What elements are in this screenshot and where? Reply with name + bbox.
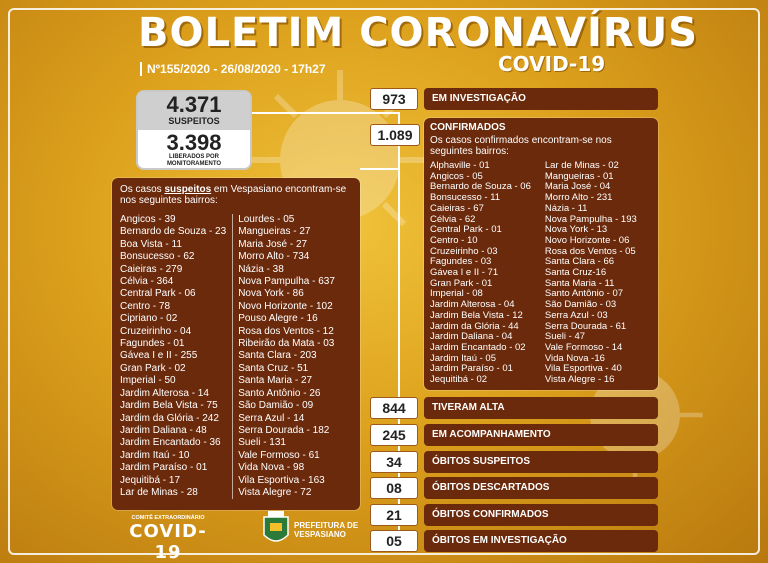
confirmed-count: 1.089 (370, 124, 420, 146)
list-item: Nova Pampulha - 637 (238, 276, 335, 288)
list-item: Vida Nova - 98 (238, 462, 305, 474)
list-item: Mangueiras - 01 (544, 170, 614, 182)
confirmed-column-2 (545, 161, 637, 386)
list-item: Central Park - 01 (430, 224, 502, 236)
prefeitura-label-2: VESPASIANO (294, 530, 346, 539)
stat-value: 05 (370, 530, 418, 552)
list-item: Santa Cruz - 51 (238, 362, 309, 374)
suspects-intro: Os casos suspeitos em Vespasiano encontram-se nos seguintes bairros: (120, 184, 347, 206)
list-item: Fagundes - 01 (120, 338, 185, 350)
list-item: Lar de Minas - 28 (120, 486, 198, 498)
list-item: Vila Esportiva - 40 (544, 363, 622, 375)
stat-label: ÓBITOS EM INVESTIGAÇÃO (424, 530, 658, 552)
page-subtitle: COVID-19 (498, 52, 606, 76)
prefeitura-label-1: PREFEITURA DE (294, 521, 359, 530)
list-item: Vale Formoso - 14 (544, 341, 623, 353)
list-item: Jardim Alterosa - 04 (430, 299, 515, 311)
list-item: Rosa dos Ventos - 12 (238, 325, 334, 337)
list-item: Gávea I e II - 71 (430, 267, 499, 279)
list-item: Centro - 78 (120, 300, 171, 312)
list-item: Fagundes - 03 (430, 256, 492, 268)
list-item: Bernardo de Souza - 06 (430, 181, 531, 193)
list-item: Novo Horizonte - 102 (238, 300, 333, 312)
list-item: Alphaville - 01 (430, 160, 490, 171)
list-item: Lar de Minas - 02 (544, 160, 619, 171)
list-item: Jequitibá - 02 (430, 374, 488, 386)
list-item: Santo Antônio - 26 (238, 387, 321, 399)
list-item: Jardim Alterosa - 14 (120, 387, 209, 399)
list-item: Célvia - 364 (120, 276, 174, 288)
suspects-label: SUSPEITOS (168, 116, 220, 126)
confirmed-neighborhoods-panel (424, 118, 658, 390)
list-item: Santo Antônio - 07 (544, 288, 624, 300)
list-item: Vida Nova -16 (544, 352, 605, 364)
list-item: São Damião - 03 (544, 299, 617, 311)
stat-label: ÓBITOS SUSPEITOS (424, 451, 658, 473)
released-count: 3.398 (166, 130, 222, 155)
list-item: Angicos - 39 (120, 214, 176, 225)
connector-line (398, 112, 400, 540)
suspects-summary (136, 90, 252, 170)
list-item: Nova York - 13 (544, 224, 608, 236)
list-item: Cipriano - 02 (120, 313, 178, 325)
list-item: Jardim Daliana - 04 (430, 331, 513, 343)
list-item: Novo Horizonte - 06 (544, 234, 630, 246)
list-item: Santa Clara - 66 (544, 256, 615, 268)
list-item: Angicos - 05 (430, 170, 483, 182)
confirmed-label: CONFIRMADOS (430, 122, 506, 133)
list-item: Central Park - 06 (120, 288, 196, 300)
list-item: Serra Azul - 03 (544, 309, 608, 321)
stat-label: TIVERAM ALTA (424, 397, 658, 419)
confirmed-intro: Os casos confirmados encontram-se nos seguintes bairros: (430, 135, 612, 157)
stat-value: 973 (370, 88, 418, 110)
list-item: Vista Alegre - 72 (238, 486, 312, 498)
suspects-column-1 (120, 214, 226, 499)
list-item: Jardim Itaú - 10 (120, 449, 190, 461)
stat-value: 245 (370, 424, 418, 446)
list-item: Maria José - 27 (238, 238, 308, 250)
list-item: Santa Cruz-16 (544, 267, 607, 279)
list-item: Bonsucesso - 11 (430, 192, 501, 204)
list-item: Jardim Encantado - 02 (430, 341, 526, 353)
connector-line (360, 168, 398, 170)
stat-value: 34 (370, 451, 418, 473)
list-item: Cruzeirinho - 03 (430, 245, 498, 257)
list-item: São Damião - 09 (238, 400, 314, 412)
list-item: Gran Park - 02 (120, 362, 186, 374)
stat-value: 21 (370, 504, 418, 526)
list-item: Jardim Paraíso - 01 (120, 462, 208, 474)
list-item: Gávea I e II - 255 (120, 350, 198, 362)
list-item: Imperial - 50 (120, 375, 176, 387)
list-item: Jardim Daliana - 48 (120, 424, 207, 436)
released-label-2: MONITORAMENTO (166, 161, 222, 167)
list-item: Jardim Bela Vista - 75 (120, 400, 218, 412)
list-item: Sueli - 131 (238, 437, 286, 449)
list-item: Maria José - 04 (544, 181, 611, 193)
stat-label: EM ACOMPANHAMENTO (424, 424, 658, 446)
stat-label: EM INVESTIGAÇÃO (424, 88, 658, 110)
list-item: Vale Formoso - 61 (238, 449, 320, 461)
list-item: Jardim da Glória - 242 (120, 412, 219, 424)
list-item: Jardim Itaú - 05 (430, 352, 496, 364)
list-item: Serra Dourada - 61 (544, 320, 627, 332)
committee-logo-text: COVID-19 (129, 521, 207, 563)
list-item: Názia - 38 (238, 263, 284, 275)
list-item: Rosa dos Ventos - 05 (544, 245, 636, 257)
released-label-1: LIBERADOS POR (168, 154, 219, 160)
suspects-neighborhoods-panel (112, 178, 360, 510)
page-title: BOLETIM CORONAVÍRUS (138, 10, 699, 56)
list-item: Serra Dourada - 182 (238, 424, 330, 436)
edition-info: Nº155/2020 - 26/08/2020 - 17h27 (140, 62, 326, 76)
list-item: Jardim Paraíso - 01 (430, 363, 513, 375)
list-item: Bernardo de Souza - 23 (120, 226, 227, 238)
list-item: Bonsucesso - 62 (120, 251, 195, 263)
list-item: Vila Esportiva - 163 (238, 474, 325, 486)
list-item: Nova York - 86 (238, 288, 304, 300)
list-item: Lourdes - 05 (238, 214, 295, 225)
list-item: Jardim da Glória - 44 (430, 320, 519, 332)
list-item: Morro Alto - 734 (238, 251, 310, 263)
confirmed-column-1 (430, 161, 531, 386)
prefeitura-logo (262, 511, 362, 551)
list-item: Ribeirão da Mata - 03 (238, 338, 335, 350)
list-item: Caieiras - 279 (120, 263, 183, 275)
stat-value: 08 (370, 477, 418, 499)
list-item: Santa Maria - 11 (544, 277, 615, 289)
list-item: Imperial - 08 (430, 288, 483, 300)
committee-logo (118, 515, 218, 563)
committee-label: COMITÊ EXTRAORDINÁRIO (131, 515, 205, 521)
list-item: Centro - 10 (430, 234, 478, 246)
stat-value: 844 (370, 397, 418, 419)
suspects-column-2 (232, 214, 335, 499)
list-item: Morro Alto - 231 (544, 192, 613, 204)
stat-label: ÓBITOS CONFIRMADOS (424, 504, 658, 526)
city-crest-icon (262, 511, 290, 549)
list-item: Serra Azul - 14 (238, 412, 305, 424)
suspects-count: 4.371 (166, 92, 222, 117)
list-item: Jequitibá - 17 (120, 474, 181, 486)
list-item: Pouso Alegre - 16 (238, 313, 318, 325)
list-item: Caieiras - 67 (430, 202, 484, 214)
list-item: Názia - 11 (544, 202, 588, 214)
stat-label: ÓBITOS DESCARTADOS (424, 477, 658, 499)
list-item: Vista Alegre - 16 (544, 374, 615, 386)
list-item: Cruzeirinho - 04 (120, 325, 192, 337)
list-item: Jardim Bela Vista - 12 (430, 309, 523, 321)
list-item: Santa Clara - 203 (238, 350, 317, 362)
list-item: Santa Maria - 27 (238, 375, 313, 387)
connector-line (252, 112, 398, 114)
list-item: Boa Vista - 11 (120, 238, 182, 250)
list-item: Célvia - 62 (430, 213, 476, 225)
list-item: Mangueiras - 27 (238, 226, 311, 238)
list-item: Jardim Encantado - 36 (120, 437, 221, 449)
list-item: Sueli - 47 (544, 331, 586, 343)
list-item: Gran Park - 01 (430, 277, 493, 289)
list-item: Nova Pampulha - 193 (544, 213, 637, 225)
